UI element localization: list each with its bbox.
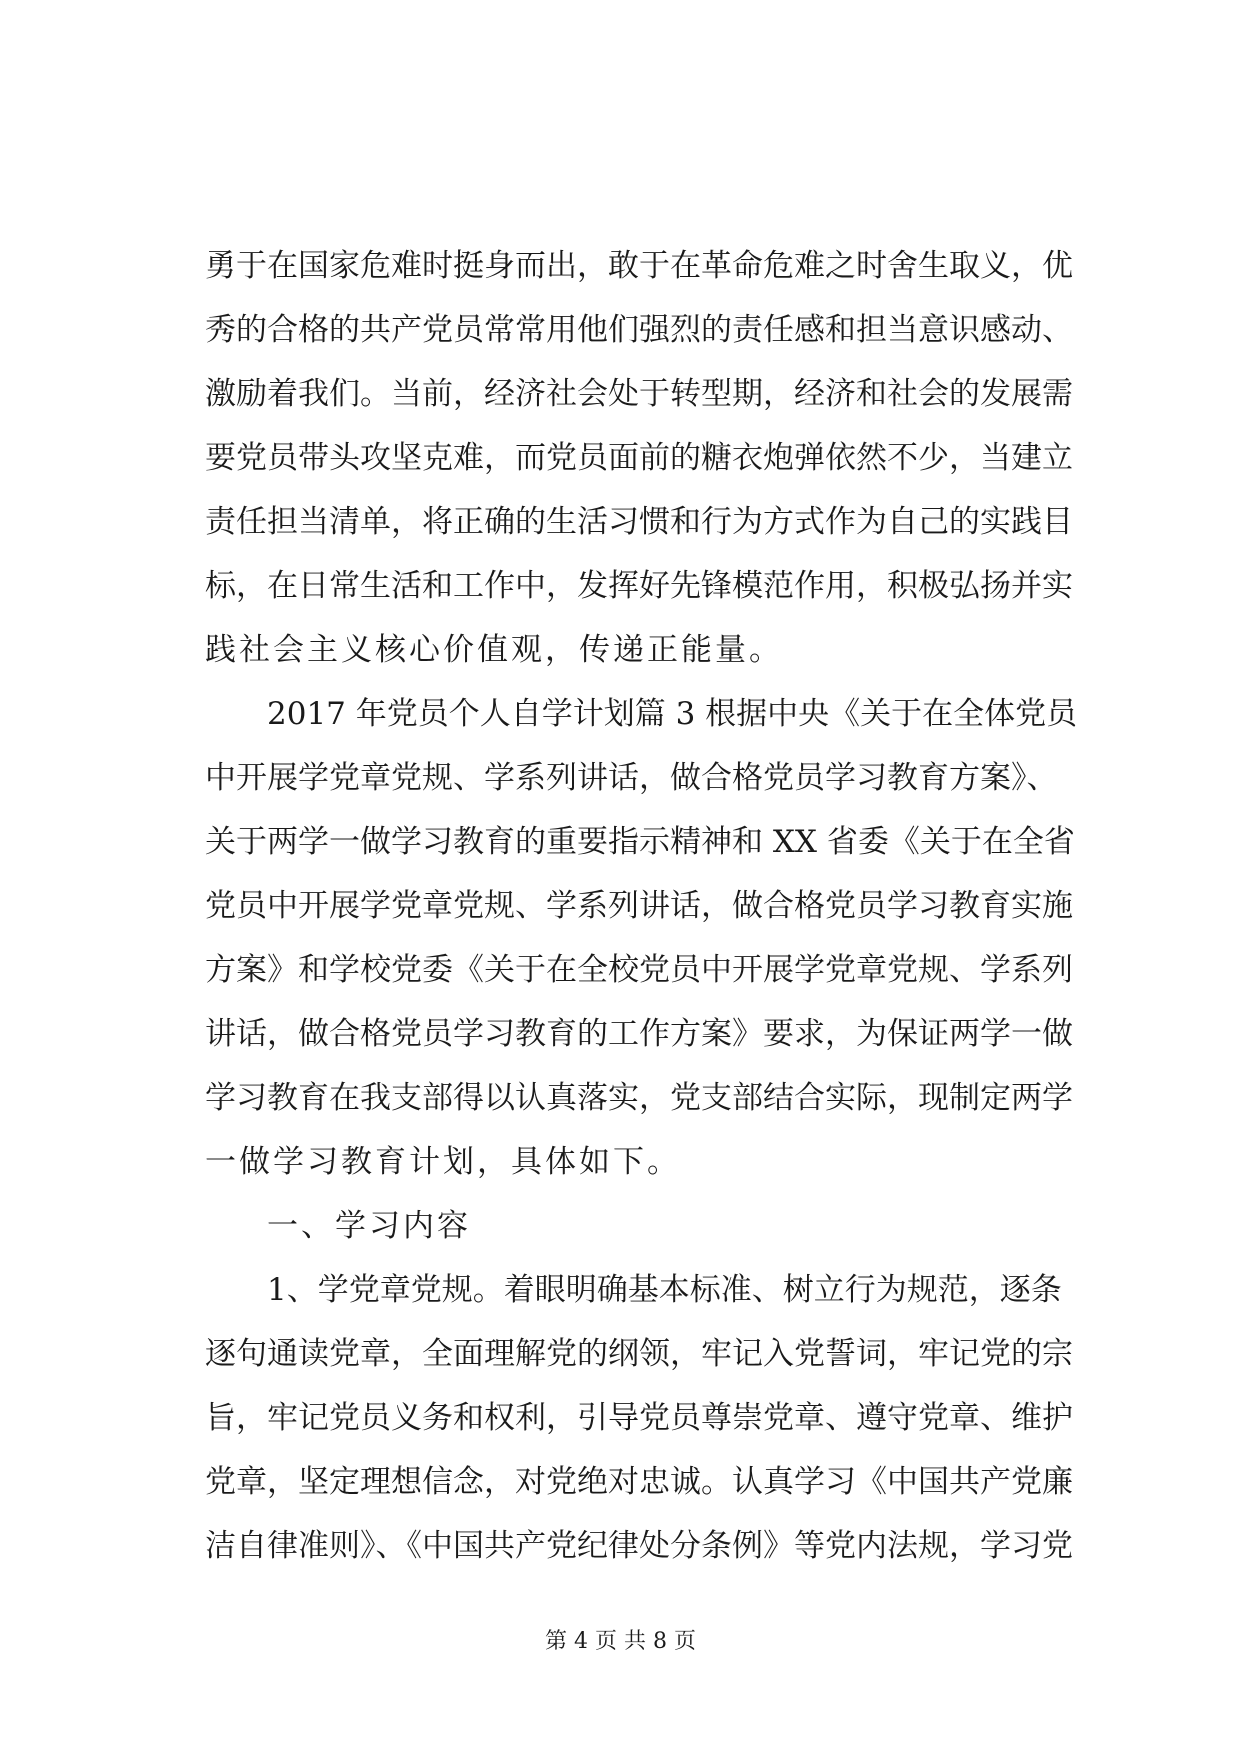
text-line: 讲话，做合格党员学习教育的工作方案》要求，为保证两学一做 [205, 1016, 1073, 1052]
text-line: 勇于在国家危难时挺身而出，敢于在革命危难之时舍生取义，优 [205, 248, 1073, 284]
text-line: 标，在日常生活和工作中，发挥好先锋模范作用，积极弘扬并实 [205, 568, 1073, 604]
text-line: 洁自律准则》、《中国共产党纪律处分条例》等党内法规，学习党 [205, 1528, 1073, 1564]
text-line: 党章，坚定理想信念，对党绝对忠诚。认真学习《中国共产党廉 [205, 1464, 1073, 1500]
text-line: 逐句通读党章，全面理解党的纲领，牢记入党誓词，牢记党的宗 [205, 1336, 1073, 1372]
text-line: 秀的合格的共产党员常常用他们强烈的责任感和担当意识感动、 [205, 312, 1073, 348]
text-line: 责任担当清单，将正确的生活习惯和行为方式作为自己的实践目 [205, 504, 1073, 540]
section-heading: 一、学习内容 [267, 1208, 471, 1244]
text-line: 要党员带头攻坚克难，而党员面前的糖衣炮弹依然不少，当建立 [205, 440, 1073, 476]
page-number-footer: 第 4 页 共 8 页 [545, 1629, 696, 1654]
text-line: 学习教育在我支部得以认真落实，党支部结合实际，现制定两学 [205, 1080, 1073, 1116]
document-body [205, 234, 1078, 1578]
text-line: 2017 年党员个人自学计划篇 3 根据中央《关于在全体党员 [267, 696, 1078, 732]
text-line: 党员中开展学党章党规、学系列讲话，做合格党员学习教育实施 [205, 888, 1073, 924]
text-line: 关于两学一做学习教育的重要指示精神和 XX 省委《关于在全省 [205, 824, 1075, 860]
text-line: 中开展学党章党规、学系列讲话，做合格党员学习教育方案》、 [205, 760, 1058, 796]
text-line: 一做学习教育计划，具体如下。 [205, 1144, 681, 1180]
text-line: 1、学党章党规。着眼明确基本标准、树立行为规范，逐条 [267, 1272, 1062, 1308]
text-line: 激励着我们。当前，经济社会处于转型期，经济和社会的发展需 [205, 376, 1073, 412]
text-line: 方案》和学校党委《关于在全校党员中开展学党章党规、学系列 [205, 952, 1073, 988]
text-line: 旨，牢记党员义务和权利，引导党员尊崇党章、遵守党章、维护 [205, 1400, 1073, 1436]
text-line: 践社会主义核心价值观，传递正能量。 [205, 632, 783, 668]
